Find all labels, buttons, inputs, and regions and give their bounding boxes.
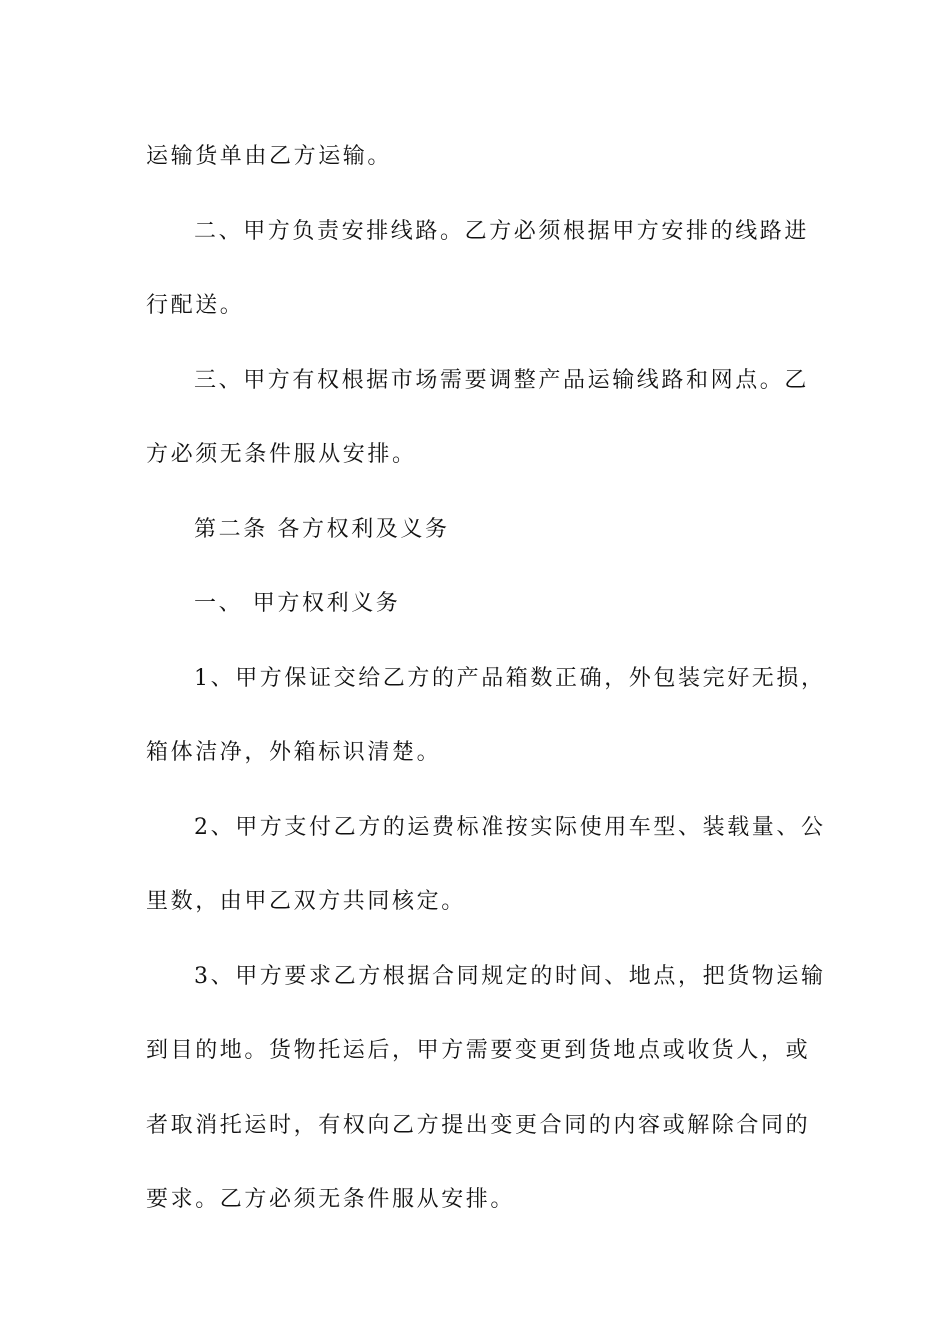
text-line: 箱体洁净，外箱标识清楚。 bbox=[146, 740, 442, 765]
text-line: 运输货单由乙方运输。 bbox=[146, 144, 393, 169]
section-heading: 一、 甲方权利义务 bbox=[194, 591, 401, 616]
text-line: 2、甲方支付乙方的运费标准按实际使用车型、装载量、公 bbox=[194, 814, 826, 840]
article-heading: 第二条 各方权利及义务 bbox=[194, 516, 450, 542]
text-line: 三、甲方有权根据市场需要调整产品运输线路和网点。乙 bbox=[194, 367, 810, 393]
document-body bbox=[146, 120, 826, 1238]
text-line: 里数，由甲乙双方共同核定。 bbox=[146, 889, 466, 914]
text-line: 1、甲方保证交给乙方的产品箱数正确，外包装完好无损， bbox=[194, 665, 826, 691]
text-line: 行配送。 bbox=[146, 293, 245, 318]
text-line: 方必须无条件服从安排。 bbox=[146, 442, 417, 467]
text-line: 要求。乙方必须无条件服从安排。 bbox=[146, 1187, 516, 1212]
text-line: 3、甲方要求乙方根据合同规定的时间、地点，把货物运输 bbox=[194, 963, 826, 989]
text-line: 二、甲方负责安排线路。乙方必须根据甲方安排的线路进 bbox=[194, 218, 810, 244]
text-line: 者取消托运时，有权向乙方提出变更合同的内容或解除合同的 bbox=[146, 1112, 811, 1138]
text-line: 到目的地。货物托运后，甲方需要变更到货地点或收货人，或 bbox=[146, 1038, 811, 1063]
